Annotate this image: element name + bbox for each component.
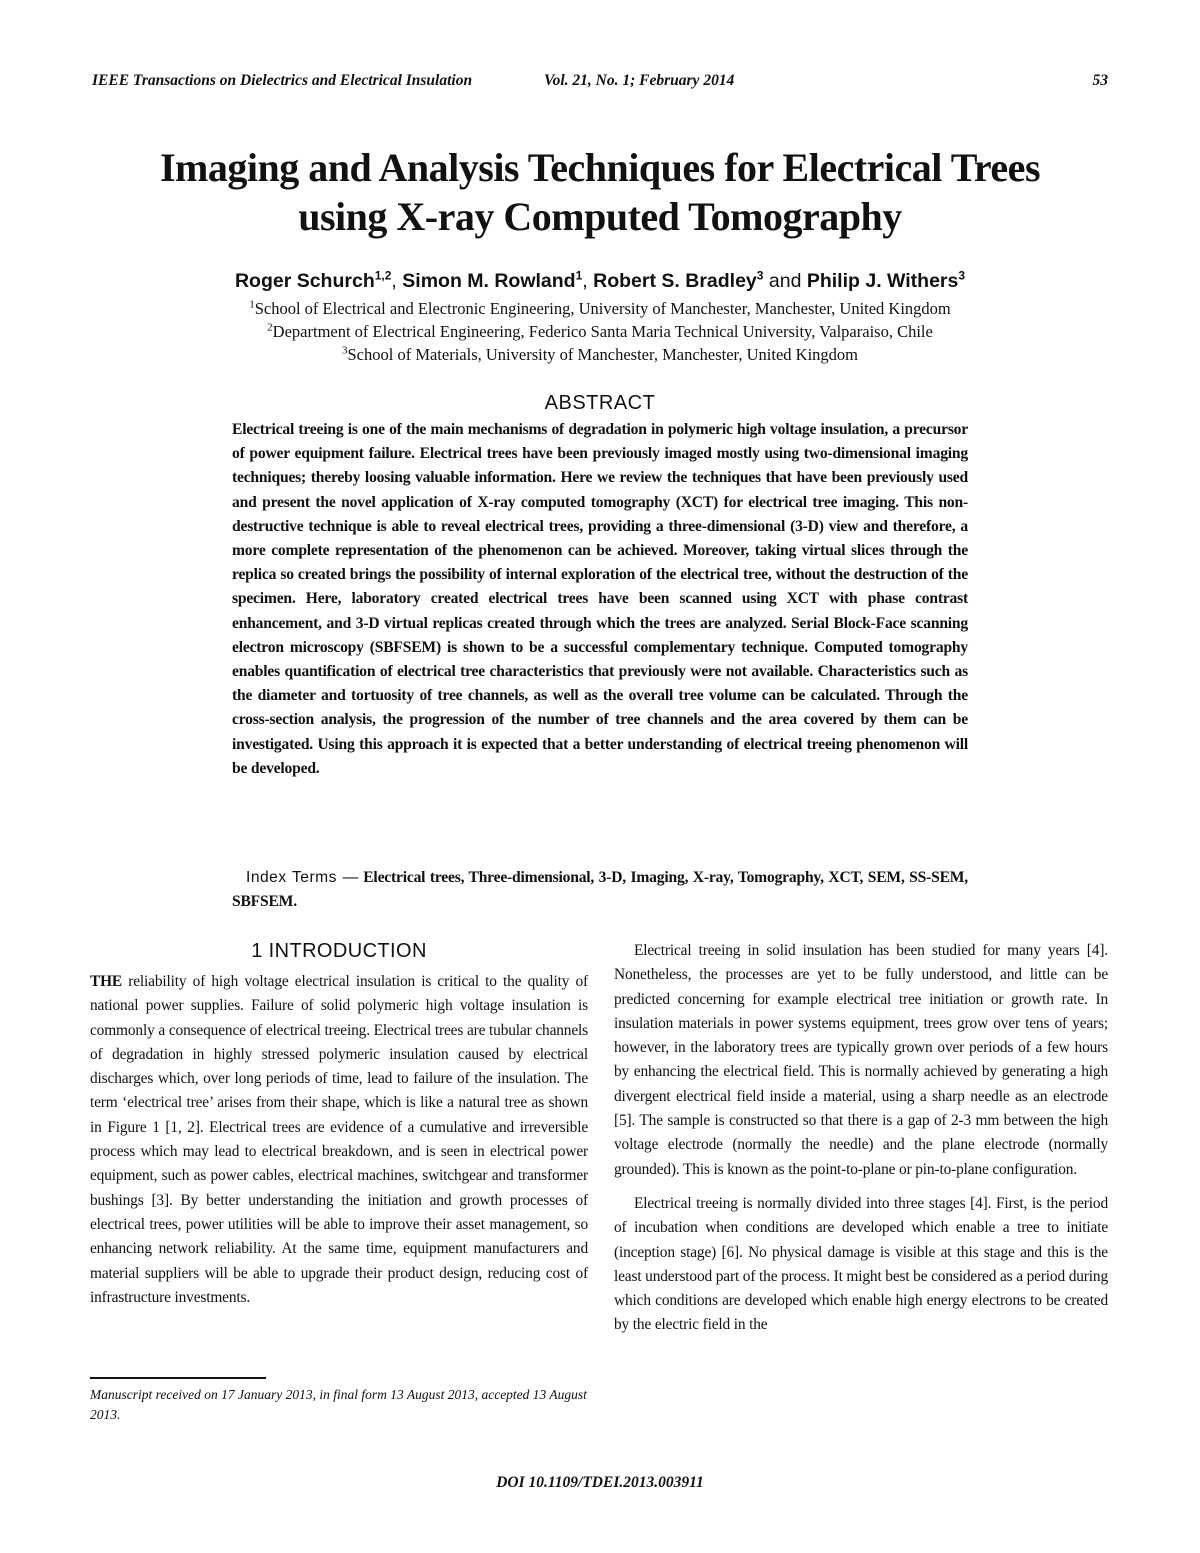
- index-terms-label: Index Terms —: [246, 869, 359, 886]
- author-name: Roger Schurch: [234, 270, 375, 292]
- paragraph: Electrical treeing in solid insulation has been studied for many years [4]. Nonetheless, the processes are yet to be fully understood, and little can be predicted concerning for example electrical tree initiation or growth rate. In insulation materials in power systems equipment, trees grow over tens of years; however, in the laboratory trees are typically grown over periods of a few hours by enhancing the electrical field. This is normally achieved by generating a high divergent electrical field inside a material, using a sharp needle as an electrode [5]. The sample is constructed so that there is a gap of 2-3 mm between the high voltage electrode (normally the needle) and the plane electrode (normally grounded). This is known as the point-to-plane or pin-to-plane configuration.: [614, 942, 1108, 1178]
- author-and: and: [763, 270, 807, 292]
- paragraph: [90, 970, 588, 1310]
- footnote-rule: [90, 1377, 266, 1379]
- footnote: Manuscript received on 17 January 2013, in final form 13 August 2013, accepted 13 August 2013.: [90, 1387, 587, 1422]
- abstract-heading: ABSTRACT: [544, 392, 656, 414]
- author-list: [100, 268, 1100, 294]
- column-left: [90, 970, 588, 1310]
- column-right: [614, 939, 1108, 1338]
- index-terms-text: Electrical trees, Three-dimensional, 3-D, Imaging, X-ray, Tomography, XCT, SEM, SS-SEM, SBFSEM.: [232, 869, 968, 910]
- affiliation-text: School of Materials, University of Manchester, Manchester, United Kingdom: [347, 345, 859, 364]
- affiliation-mark: 2: [267, 321, 273, 334]
- author-name: Simon M. Rowland: [402, 270, 576, 292]
- section-heading-introduction: 1 INTRODUCTION: [251, 940, 427, 962]
- author-separator: ,: [582, 270, 594, 292]
- affiliation: [100, 321, 1100, 343]
- affiliation-text: School of Electrical and Electronic Engineering, University of Manchester, Manchester, United Kingdom: [254, 299, 951, 318]
- author-affiliation-mark: 1: [575, 268, 583, 283]
- doi-footer: DOI 10.1109/TDEI.2013.003911: [496, 1474, 704, 1491]
- volume-info: Vol. 21, No. 1; February 2014: [544, 72, 735, 89]
- author-name: Philip J. Withers: [806, 270, 959, 292]
- affiliation: [100, 344, 1100, 366]
- index-terms: [232, 866, 968, 914]
- title-line-2: using X-ray Computed Tomography: [298, 194, 902, 239]
- affiliation-text: Department of Electrical Engineering, Federico Santa Maria Technical University, Valparaiso, Chile: [272, 322, 933, 341]
- paragraph-text: reliability of high voltage electrical insulation is critical to the quality of national power supplies. Failure of solid polymeric high voltage insulation is commonly a consequence of electrical treeing. Electrical trees are tubular channels of degradation in highly stressed polymeric insulation caused by electrical discharges which, over long periods of time, lead to failure of the insulation. The term ‘electrical tree’ arises from their shape, which is like a natural tree as shown in Figure 1 [1, 2]. Electrical trees are evidence of a cumulative and irreversible process which may lead to electrical breakdown, and is seen in electrical power equipment, such as power cables, electrical machines, switchgear and transformer bushings [3]. By better understanding the initiation and growth processes of electrical trees, power utilities will be able to improve their asset management, so enhancing network reliability. At the same time, equipment manufacturers and material suppliers will be able to upgrade their product design, reducing cost of infrastructure investments.: [90, 973, 588, 1306]
- affiliation: [100, 298, 1100, 320]
- running-header: [92, 72, 1108, 94]
- author-name: Robert S. Bradley: [593, 270, 757, 292]
- paragraph: Electrical treeing is normally divided into three stages [4]. First, is the period of incubation when conditions are developed which enable a tree to initiate (inception stage) [6]. No physical damage is visible at this stage and this is the least understood part of the process. It might best be considered as a period during which conditions are developed which enable high energy electrons to be created by the electric field in the: [614, 1194, 1108, 1334]
- author-affiliation-mark: 3: [756, 268, 764, 283]
- affiliation-mark: 1: [249, 298, 255, 311]
- author-separator: ,: [391, 270, 403, 292]
- author-affiliation-mark: 1,2: [374, 268, 392, 283]
- journal-name: IEEE Transactions on Dielectrics and Electrical Insulation: [92, 72, 473, 89]
- paper-title: [100, 143, 1100, 241]
- abstract-text: Electrical treeing is one of the main mechanisms of degradation in polymeric high voltage insulation, a precursor of power equipment failure. Electrical trees have been previously imaged mostly using two-dimensional imaging techniques; thereby loosing valuable information. Here we review the techniques that have been previously used and present the novel application of X-ray computed tomography (XCT) for electrical tree imaging. This non-destructive technique is able to reveal electrical trees, providing a three-dimensional (3-D) view and therefore, a more complete representation of the phenomenon can be achieved. Moreover, taking virtual slices through the replica so created brings the possibility of internal exploration of the electrical tree, without the destruction of the specimen. Here, laboratory created electrical trees have been scanned using XCT with phase contrast enhancement, and 3-D virtual replicas created through which the trees are analyzed. Serial Block-Face scanning electron microscopy (SBFSEM) is shown to be a successful complementary technique. Computed tomography enables quantification of electrical tree characteristics that previously were not available. Characteristics such as the diameter and tortuosity of tree channels, as well as the overall tree volume can be calculated. Through the cross-section analysis, the progression of the number of tree channels and the area covered by them can be investigated. Using this approach it is expected that a better understanding of electrical treeing phenomenon will be developed.: [232, 421, 968, 777]
- lead-word: THE: [90, 973, 123, 990]
- author-affiliation-mark: 3: [958, 268, 966, 283]
- page-number: 53: [1092, 72, 1108, 89]
- affiliation-mark: 3: [341, 344, 348, 357]
- title-line-1: Imaging and Analysis Techniques for Electrical Trees: [159, 145, 1041, 190]
